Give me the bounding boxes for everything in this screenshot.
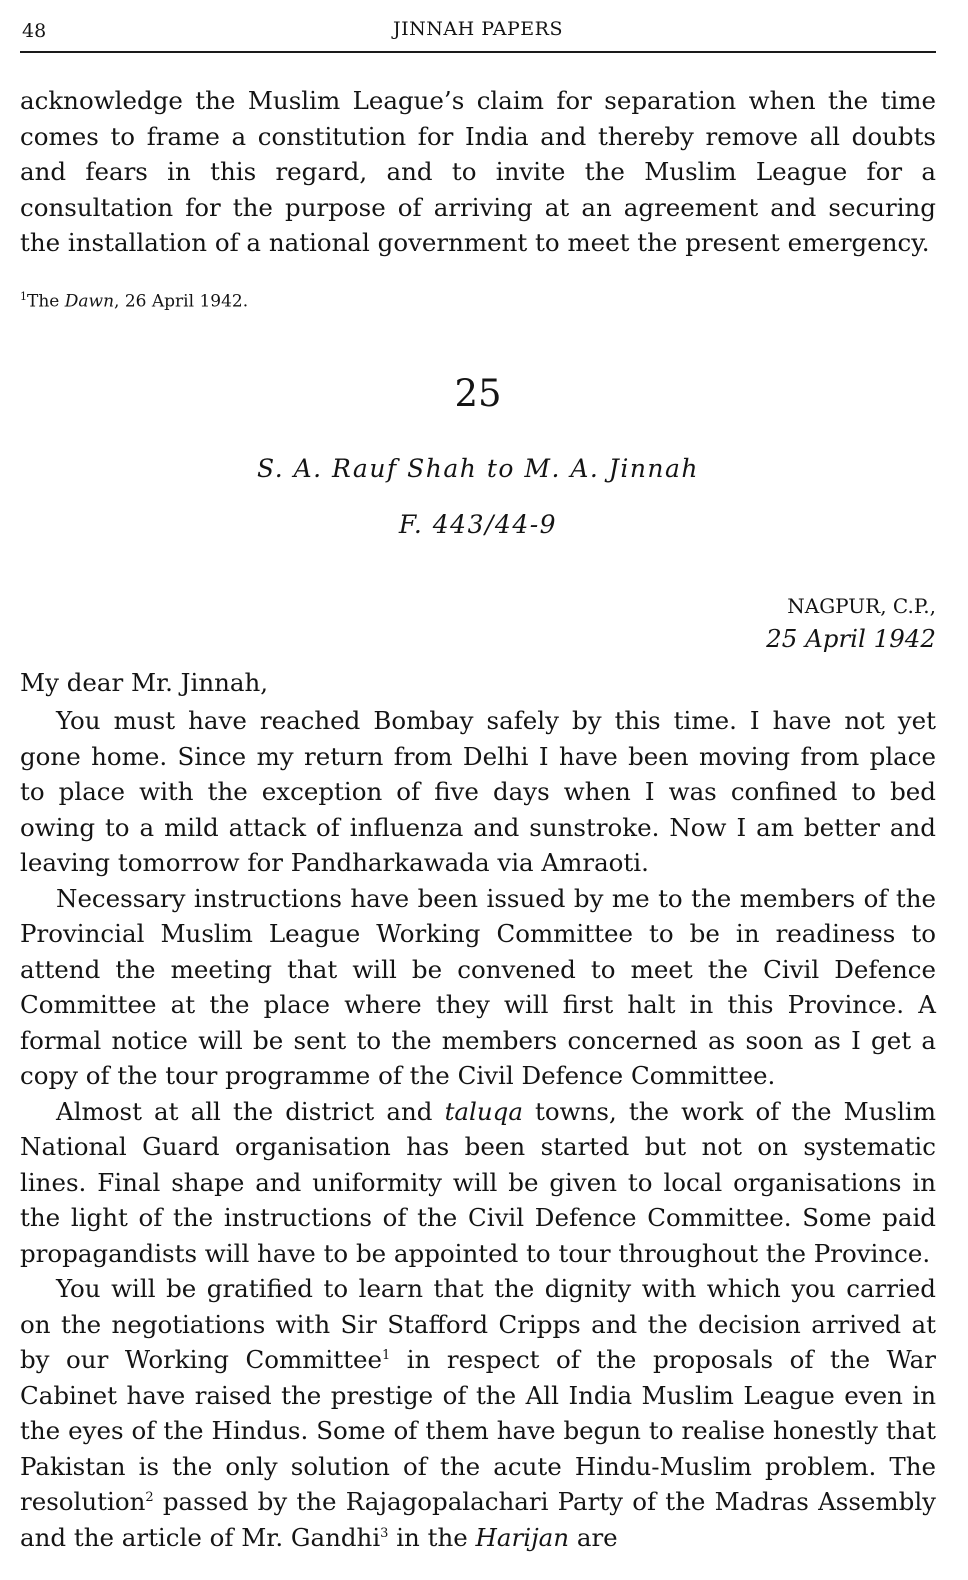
continued-paragraph-block <box>20 83 936 261</box>
paragraph-text: in the <box>388 1522 476 1552</box>
footnote-publication: Dawn <box>64 291 115 312</box>
letter-paragraph <box>20 1271 936 1555</box>
paragraph-text: are <box>569 1522 618 1552</box>
paragraph-text: passed by the Rajagopalachari Party of the Madras Assembly and the article of Mr. Gandhi <box>20 1487 936 1552</box>
book-title: JINNAH PAPERS <box>393 18 563 40</box>
footnote <box>20 290 248 312</box>
footnote-marker: 1 <box>20 290 27 303</box>
footnote-suffix: , 26 April 1942. <box>114 291 249 312</box>
header-rule <box>20 51 936 53</box>
footnote-reference: 3 <box>380 1525 389 1541</box>
paragraph-text: towns, the work of the Muslim National Guard organisation has been started but not on systematic lines. Final shape and uniformity will be given to local organisations in the light of the instructions of the Civil Defence Committee. Some paid propagandists will have to be appointed to tour throughout the Province. <box>20 1096 936 1268</box>
italic-term: taluqa <box>444 1096 523 1126</box>
letter-salutation: My dear Mr. Jinnah, <box>20 668 269 697</box>
letter-date: 25 April 1942 <box>766 624 936 653</box>
continued-paragraph: acknowledge the Muslim League’s claim for separation when the time comes to frame a constitution for India and thereby remove all doubts and fears in this regard, and to invite the Muslim League for a consultation for the purpose of arriving at an agreement and securing the installation of a national government to meet the present emergency. <box>20 86 936 257</box>
paragraph-text: You will be gratified to learn that the dignity with which you carried on the negotiations with Sir Stafford Cripps and the decision arrived at by our Working Committee <box>20 1274 936 1374</box>
italic-publication: Harijan <box>475 1522 570 1552</box>
document-number: 25 <box>454 372 502 415</box>
letter-paragraph <box>20 1094 936 1272</box>
running-header <box>20 14 936 48</box>
letter-paragraph: You must have reached Bombay safely by this time. I have not yet gone home. Since my return from Delhi I have been moving from place to place with the exception of five days when I was confined to bed owing to a mild attack of influenza and sunstroke. Now I am better and leaving tomorrow for Pandharkawada via Amraoti. <box>20 706 936 877</box>
footnote-reference: 1 <box>381 1347 391 1363</box>
document-heading: S. A. Rauf Shah to M. A. Jinnah <box>256 454 700 483</box>
document-page <box>20 0 936 1580</box>
footnote-reference: 2 <box>145 1489 154 1505</box>
page-number: 48 <box>22 20 47 42</box>
footnote-prefix: The <box>27 291 65 312</box>
paragraph-text: Almost at all the district and <box>56 1096 445 1126</box>
paragraph-text: in respect of the proposals of the War Cabinet have raised the prestige of the All India Muslim League even in the eyes of the Hindus. Some of them have begun to realise honestly that Pakistan is the only solution of the acute Hindu-Muslim problem. The resolution <box>20 1345 936 1516</box>
letter-place: NAGPUR, C.P., <box>787 594 936 618</box>
letter-paragraph: Necessary instructions have been issued by me to the members of the Provincial Muslim League Working Committee to be in readiness to attend the meeting that will be convened to meet the Civil Defence Committee at the place where they will first halt in this Province. A formal notice will be sent to the members concerned as soon as I get a copy of the tour programme of the Civil Defence Committee. <box>20 883 936 1090</box>
letter-body <box>20 703 936 1555</box>
document-reference: F. 443/44-9 <box>398 510 558 539</box>
